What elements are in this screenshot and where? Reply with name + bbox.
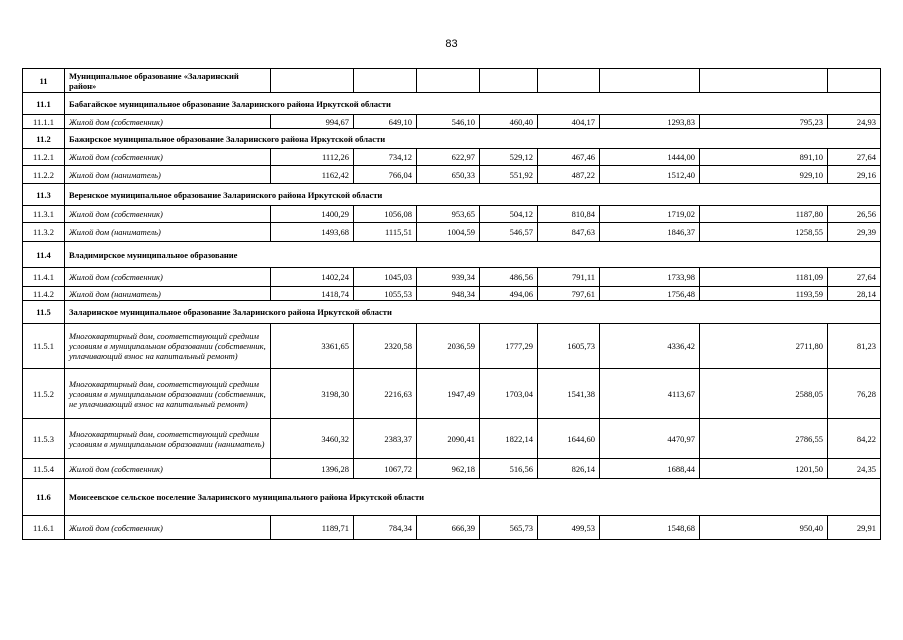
value-cell: 1115,51 <box>354 223 417 242</box>
row-number: 11.3 <box>23 184 65 206</box>
housing-type: Жилой дом (наниматель) <box>65 223 271 242</box>
row-number: 11.6.1 <box>23 516 65 540</box>
housing-type: Жилой дом (наниматель) <box>65 166 271 184</box>
value-cell: 565,73 <box>480 516 538 540</box>
value-cell: 3361,65 <box>271 324 354 369</box>
value-cell: 24,35 <box>828 459 881 479</box>
value-cell: 1541,38 <box>538 369 600 419</box>
value-cell: 529,12 <box>480 149 538 166</box>
tariff-table <box>22 68 881 540</box>
value-cell: 1067,72 <box>354 459 417 479</box>
section-row <box>23 184 881 206</box>
value-cell: 1644,60 <box>538 419 600 459</box>
value-cell: 546,57 <box>480 223 538 242</box>
value-cell: 622,97 <box>417 149 480 166</box>
row-number: 11.4.2 <box>23 287 65 301</box>
municipality-name: Владимирское муниципальное образование <box>65 242 881 268</box>
row-number: 11.1 <box>23 93 65 115</box>
value-cell: 504,12 <box>480 206 538 223</box>
table-row <box>23 287 881 301</box>
value-cell: 516,56 <box>480 459 538 479</box>
row-number: 11.2.2 <box>23 166 65 184</box>
value-cell: 791,11 <box>538 268 600 287</box>
value-cell: 24,93 <box>828 115 881 129</box>
value-cell: 4470,97 <box>600 419 700 459</box>
value-cell: 766,04 <box>354 166 417 184</box>
row-number: 11.2 <box>23 129 65 149</box>
value-cell: 891,10 <box>700 149 828 166</box>
value-cell: 28,14 <box>828 287 881 301</box>
row-number: 11.1.1 <box>23 115 65 129</box>
value-cell: 2320,58 <box>354 324 417 369</box>
value-cell: 460,40 <box>480 115 538 129</box>
row-number: 11.2.1 <box>23 149 65 166</box>
section-row <box>23 129 881 149</box>
row-number: 11.5.4 <box>23 459 65 479</box>
value-cell: 953,65 <box>417 206 480 223</box>
empty-cell <box>828 69 881 93</box>
row-number: 11.6 <box>23 479 65 516</box>
value-cell: 1293,83 <box>600 115 700 129</box>
table-row <box>23 206 881 223</box>
value-cell: 1777,29 <box>480 324 538 369</box>
value-cell: 1548,68 <box>600 516 700 540</box>
municipality-name: Веренское муниципальное образование Заларинского района Иркутской области <box>65 184 881 206</box>
value-cell: 4336,42 <box>600 324 700 369</box>
value-cell: 784,34 <box>354 516 417 540</box>
empty-cell <box>417 69 480 93</box>
value-cell: 1045,03 <box>354 268 417 287</box>
table-row <box>23 516 881 540</box>
housing-type: Жилой дом (наниматель) <box>65 287 271 301</box>
section-row <box>23 69 881 93</box>
value-cell: 1688,44 <box>600 459 700 479</box>
municipality-name: Бажирское муниципальное образование Заларинского района Иркутской области <box>65 129 881 149</box>
housing-type: Жилой дом (собственник) <box>65 516 271 540</box>
value-cell: 29,16 <box>828 166 881 184</box>
value-cell: 499,53 <box>538 516 600 540</box>
empty-cell <box>600 69 700 93</box>
table-row <box>23 223 881 242</box>
value-cell: 1056,08 <box>354 206 417 223</box>
value-cell: 76,28 <box>828 369 881 419</box>
value-cell: 1162,42 <box>271 166 354 184</box>
value-cell: 1004,59 <box>417 223 480 242</box>
value-cell: 4113,67 <box>600 369 700 419</box>
empty-cell <box>271 69 354 93</box>
value-cell: 1605,73 <box>538 324 600 369</box>
table-row <box>23 419 881 459</box>
value-cell: 29,91 <box>828 516 881 540</box>
row-number: 11.4.1 <box>23 268 65 287</box>
value-cell: 1846,37 <box>600 223 700 242</box>
housing-type: Многоквартирный дом, соответствующий средним условиям в муниципальном образовании (наниматель) <box>65 419 271 459</box>
value-cell: 2786,55 <box>700 419 828 459</box>
value-cell: 3460,32 <box>271 419 354 459</box>
row-number: 11.5 <box>23 301 65 324</box>
value-cell: 1444,00 <box>600 149 700 166</box>
table-row <box>23 369 881 419</box>
value-cell: 404,17 <box>538 115 600 129</box>
value-cell: 1756,48 <box>600 287 700 301</box>
table-row <box>23 324 881 369</box>
empty-cell <box>700 69 828 93</box>
value-cell: 650,33 <box>417 166 480 184</box>
section-row <box>23 479 881 516</box>
value-cell: 27,64 <box>828 268 881 287</box>
row-number: 11.3.1 <box>23 206 65 223</box>
value-cell: 994,67 <box>271 115 354 129</box>
value-cell: 795,23 <box>700 115 828 129</box>
value-cell: 1193,59 <box>700 287 828 301</box>
value-cell: 1112,26 <box>271 149 354 166</box>
value-cell: 1822,14 <box>480 419 538 459</box>
value-cell: 1402,24 <box>271 268 354 287</box>
value-cell: 666,39 <box>417 516 480 540</box>
value-cell: 797,61 <box>538 287 600 301</box>
value-cell: 2090,41 <box>417 419 480 459</box>
row-number: 11.5.1 <box>23 324 65 369</box>
value-cell: 2216,63 <box>354 369 417 419</box>
empty-cell <box>480 69 538 93</box>
section-row <box>23 242 881 268</box>
municipality-name: Моисеевское сельское поселение Заларинского муниципального района Иркутской области <box>65 479 881 516</box>
section-row <box>23 301 881 324</box>
empty-cell <box>538 69 600 93</box>
value-cell: 1512,40 <box>600 166 700 184</box>
value-cell: 1258,55 <box>700 223 828 242</box>
value-cell: 1400,29 <box>271 206 354 223</box>
value-cell: 2588,05 <box>700 369 828 419</box>
value-cell: 1703,04 <box>480 369 538 419</box>
value-cell: 551,92 <box>480 166 538 184</box>
empty-cell <box>354 69 417 93</box>
value-cell: 2383,37 <box>354 419 417 459</box>
value-cell: 467,46 <box>538 149 600 166</box>
value-cell: 939,34 <box>417 268 480 287</box>
table-row <box>23 268 881 287</box>
row-number: 11 <box>23 69 65 93</box>
value-cell: 81,23 <box>828 324 881 369</box>
value-cell: 1719,02 <box>600 206 700 223</box>
value-cell: 1947,49 <box>417 369 480 419</box>
value-cell: 494,06 <box>480 287 538 301</box>
table-row <box>23 149 881 166</box>
housing-type: Жилой дом (собственник) <box>65 268 271 287</box>
row-number: 11.3.2 <box>23 223 65 242</box>
value-cell: 1396,28 <box>271 459 354 479</box>
value-cell: 950,40 <box>700 516 828 540</box>
value-cell: 649,10 <box>354 115 417 129</box>
municipality-name: Заларинское муниципальное образование Заларинского района Иркутской области <box>65 301 881 324</box>
value-cell: 1055,53 <box>354 287 417 301</box>
row-number: 11.4 <box>23 242 65 268</box>
row-number: 11.5.3 <box>23 419 65 459</box>
housing-type: Жилой дом (собственник) <box>65 115 271 129</box>
value-cell: 546,10 <box>417 115 480 129</box>
table-row <box>23 115 881 129</box>
page-number: 83 <box>445 38 458 50</box>
housing-type: Жилой дом (собственник) <box>65 206 271 223</box>
value-cell: 1187,80 <box>700 206 828 223</box>
value-cell: 1189,71 <box>271 516 354 540</box>
value-cell: 1733,98 <box>600 268 700 287</box>
housing-type: Жилой дом (собственник) <box>65 459 271 479</box>
value-cell: 962,18 <box>417 459 480 479</box>
value-cell: 487,22 <box>538 166 600 184</box>
housing-type: Жилой дом (собственник) <box>65 149 271 166</box>
value-cell: 948,34 <box>417 287 480 301</box>
section-row <box>23 93 881 115</box>
row-number: 11.5.2 <box>23 369 65 419</box>
value-cell: 2036,59 <box>417 324 480 369</box>
value-cell: 826,14 <box>538 459 600 479</box>
value-cell: 1418,74 <box>271 287 354 301</box>
value-cell: 26,56 <box>828 206 881 223</box>
housing-type: Многоквартирный дом, соответствующий средним условиям в муниципальном образовании (собственник, уплачивающий взнос на капитальный ремонт) <box>65 324 271 369</box>
housing-type: Многоквартирный дом, соответствующий средним условиям в муниципальном образовании (собственник, не уплачивающий взнос на капитальный ремонт) <box>65 369 271 419</box>
value-cell: 486,56 <box>480 268 538 287</box>
value-cell: 734,12 <box>354 149 417 166</box>
value-cell: 3198,30 <box>271 369 354 419</box>
municipality-name: Муниципальное образование «Заларинский район» <box>65 69 271 93</box>
value-cell: 1493,68 <box>271 223 354 242</box>
value-cell: 929,10 <box>700 166 828 184</box>
table-row <box>23 166 881 184</box>
value-cell: 29,39 <box>828 223 881 242</box>
value-cell: 1181,09 <box>700 268 828 287</box>
table-row <box>23 459 881 479</box>
value-cell: 2711,80 <box>700 324 828 369</box>
value-cell: 27,64 <box>828 149 881 166</box>
value-cell: 847,63 <box>538 223 600 242</box>
value-cell: 1201,50 <box>700 459 828 479</box>
value-cell: 810,84 <box>538 206 600 223</box>
value-cell: 84,22 <box>828 419 881 459</box>
municipality-name: Бабагайское муниципальное образование Заларинского района Иркутской области <box>65 93 881 115</box>
